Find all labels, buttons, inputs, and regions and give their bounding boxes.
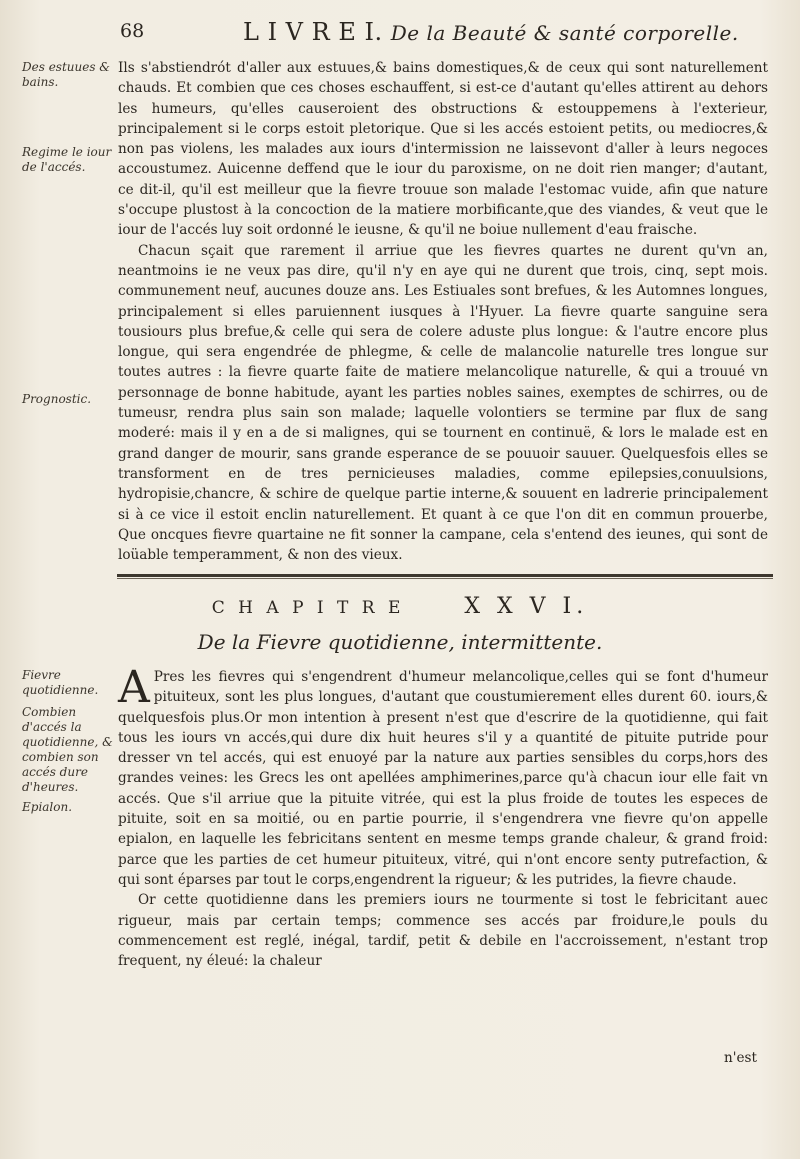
drop-cap: A (118, 662, 150, 713)
section-rule-thin (117, 578, 773, 579)
running-title-livre: L I V R E (243, 18, 357, 46)
catchword: n'est (724, 1050, 757, 1066)
paragraph-estuues: Ils s'abstiendrót d'aller aux estuues,& bains domestiques,& de ceux qui sont naturellement chauds. Et combien que ces choses eschauffent, si est-ce d'autant qu'elles attirent au dehors les humeurs, qu'elles causeroient des obstructions & estouppemens à l'exterieur, principalement si le corps estoit pletorique. Que si les accés estoient petits, ou mediocres,& non pas violens, les malades aux iours d'intermission ne laissevont d'aller à leurs negoces accoustumez. Auicenne deffend que le iour du paroxisme, on ne doit rien manger; d'autant, ce dit-il, qu'il est meilleur que la fievre trouue son malade l'estomac vuide, afin que nature s'occupe plustost à la concoction de la matiere morbificante,que des viandes, & veut que le iour de l'accés luy soit ordonné le ieusne, & qu'il ne boiue nullement d'eau fraische. (118, 60, 768, 239)
running-title-number: I. (364, 18, 383, 46)
chapter-number: X X V I. (464, 594, 589, 619)
paragraph-quotidienne-text: Pres les fievres qui s'engendrent d'humeur melancolique,celles qui se font d'humeur pituiteux, sont les plus longues, d'autant que coustumierement elles durent 60. iours,& quelquesfois plus.Or mon intention à present n'est que d'escrire de la quotidienne, qui fait tous les iours vn accés,qui dure dix huit heures s'il y a quantité de pituite putride pour dresser vn tel accés, qui est enuoyé par la nature aux parties sensibles du corps,hors des grandes veines: les Grecs les ont apellées amphimerines,parce qu'à chacun iour elle fait vn accés. Que s'il arriue que la pituite vitrée, qui est la plus froide de toutes les especes de pituite, soit en sa moitié, ou en partie pourrie, il s'engendrera vne fievre qu'on appelle epialon, en laquelle les febricitans sentent en mesme temps grande chaleur, & grand froid: parce que les parties de cet humeur pituiteux, vitré, qui n'ont encore senty putrefaction, & qui sont éparses par tout le corps,engendrent la rigueur; & les putrides, la fievre chaude. (118, 669, 768, 888)
page-number: 68 (120, 20, 145, 42)
section-rule (117, 574, 773, 577)
chapter-word: C H A P I T R E (211, 598, 405, 618)
margin-note-regime: Regime le iour de l'accés. (22, 145, 112, 174)
running-header (0, 18, 800, 52)
text-block-lower (118, 662, 768, 971)
chapter-subtitle: De la Fievre quotidienne, intermittente. (197, 630, 603, 654)
chapter-heading (0, 594, 800, 619)
running-title-subject: De la Beauté & santé corporelle. (390, 21, 739, 45)
margin-note-fievre-quotidienne: Fievre quotidienne. (22, 668, 99, 697)
margin-note-estuues: Des estuues & bains. (22, 60, 110, 89)
margin-note-epialon: Epialon. (22, 800, 73, 814)
paragraph-accés: Or cette quotidienne dans les premiers iours ne tourmente si tost le febricitant auec rigueur, mais par certain temps; commence ses accés par froidure,le pouls du commencement est reglé, inégal, tardif, petit & debile en l'accroissement, n'estant trop frequent, ny éleué: la chaleur (118, 892, 768, 970)
margin-note-prognostic: Prognostic. (22, 392, 92, 406)
paragraph-fievres-quartes: Chacun sçait que rarement il arriue que les fievres quartes ne durent qu'vn an, neantmoins ie ne veux pas dire, qu'il n'y en aye qui ne durent que trois, cinq, sept mois. communement neuf, aucunes douze ans. Les Estiuales sont brefues, & les Automnes longues, principalement si elles paruiennent iusques à l'Hyuer. La fievre quarte sanguine sera tousiours plus brefue,& celle qui sera de colere aduste plus longue: & l'autre encore plus longue, qui sera engendrée de phlegme, & celle de malancolie naturelle tres longue sur toutes autres : la fievre quarte faite de matiere melancolique naturelle, & qui a trouué vn personnage de bonne habitude, ayant les parties nobles saines, exemptes de schirres, ou de tumeusr, rendra plus sain son malade; laquelle volontiers se termine par flux de sang moderé: mais il y en a de si malignes, qui se tournent en continuë, & lors le malade est en grand danger de mourir, sans grande esperance de se pouuoir sauuer. Quelquesfois elles se transforment en de tres pernicieuses maladies, comme epilepsies,conuulsions, hydropisie,chancre, & schire de quelque partie interne,& souuent en ladrerie principalement si à ce vice il estoit enclin naturellement. Et quant à ce que l'on dit en commun prouerbe, Que oncques fievre quartaine ne fit sonner la campane, cela s'entend des ieunes, qui sont de loüable temperamment, & non des vieux. (118, 242, 768, 564)
margin-note-combien-acces: Combien d'accés la quotidienne, & combien son accés dure d'heures. (22, 705, 113, 794)
text-block-upper (118, 58, 768, 565)
running-title (243, 18, 739, 46)
paragraph-quotidienne (118, 662, 768, 890)
